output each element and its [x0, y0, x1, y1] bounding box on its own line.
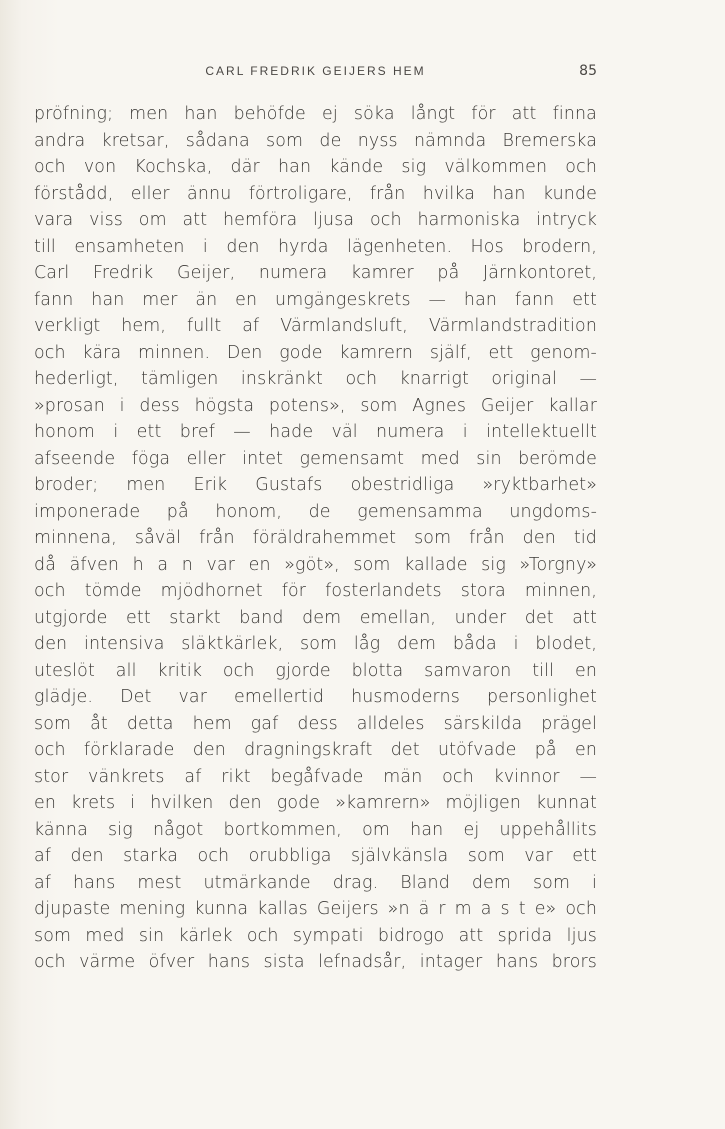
- text-line: uteslöt all kritik och gjorde blotta samvaron till en: [34, 660, 597, 681]
- text-line: af hans mest utmärkande drag. Bland dem som i: [34, 872, 597, 893]
- text-line: känna sig något bortkommen, om han ej uppehållits: [34, 819, 597, 840]
- text-line: Carl Fredrik Geijer, numera kamrer på Järnkontoret,: [34, 263, 597, 283]
- text-line: af den starka och orubbliga självkänsla som var ett: [34, 846, 597, 866]
- text-line: den intensiva släktkärlek, som låg dem båda i blodet,: [34, 634, 597, 654]
- text-line: minnena, såväl från föräldrahemmet som från den tid: [34, 528, 597, 548]
- text-line: andra kretsar, sådana som de nyss nämnda Bremerska: [34, 130, 597, 151]
- text-line: och värme öfver hans sista lefnadsår, intager hans brors: [34, 952, 597, 972]
- running-title: CARL FREDRIK GEIJERS HEM: [205, 64, 426, 78]
- text-line: broder; men Erik Gustafs obestridliga »ryktbarhet»: [34, 475, 597, 495]
- text-line: verkligt hem, fullt af Värmlandsluft, Värmlandstradition: [34, 316, 597, 336]
- text-line: och förklarade den dragningskraft det utöfvade på en: [34, 740, 597, 760]
- text-line: hederligt, tämligen inskränkt och knarrigt original —: [34, 369, 597, 389]
- text-line: honom i ett bref — hade väl numera i intellektuellt: [34, 422, 597, 442]
- text-line: afseende föga eller intet gemensamt med sin berömde: [34, 448, 597, 469]
- text-line: och tömde mjödhornet för fosterlandets stora minnen,: [34, 581, 597, 601]
- text-line: till ensamheten i den hyrda lägenheten. Hos brodern,: [34, 236, 597, 257]
- text-line: som åt detta hem gaf dess alldeles särskilda prägel: [34, 713, 597, 734]
- text-line: imponerade på honom, de gemensamma ungdoms-: [34, 501, 597, 522]
- text-line: förstådd, eller ännu förtroligare, från hvilka han kunde: [34, 183, 597, 204]
- text-line: glädje. Det var emellertid husmoderns personlighet: [34, 687, 597, 707]
- text-line: och kära minnen. Den gode kamrern själf, ett genom-: [34, 342, 597, 363]
- body-text: [34, 101, 597, 976]
- text-line: fann han mer än en umgängeskrets — han fann ett: [34, 289, 597, 310]
- text-line: pröfning; men han behöfde ej söka långt för att finna: [34, 104, 597, 124]
- text-line: stor vänkrets af rikt begåfvade män och kvinnor —: [34, 766, 597, 787]
- running-header: [34, 64, 597, 86]
- text-line: då äfven h a n var en »göt», som kallade sig »Torgny»: [34, 554, 597, 575]
- text-line: vara viss om att hemföra ljusa och harmoniska intryck: [34, 210, 597, 230]
- text-line: utgjorde ett starkt band dem emellan, under det att: [34, 607, 597, 628]
- page-number: 85: [579, 63, 597, 79]
- text-line: och von Kochska, där han kände sig välkommen och: [34, 157, 597, 177]
- text-line: som med sin kärlek och sympati bidrogo att sprida ljus: [34, 925, 597, 946]
- text-line: djupaste mening kunna kallas Geijers »n ä r m a s t e» och: [34, 899, 597, 919]
- text-line: »prosan i dess högsta potens», som Agnes Geijer kallar: [34, 395, 597, 416]
- text-line: en krets i hvilken den gode »kamrern» möjligen kunnat: [34, 793, 597, 813]
